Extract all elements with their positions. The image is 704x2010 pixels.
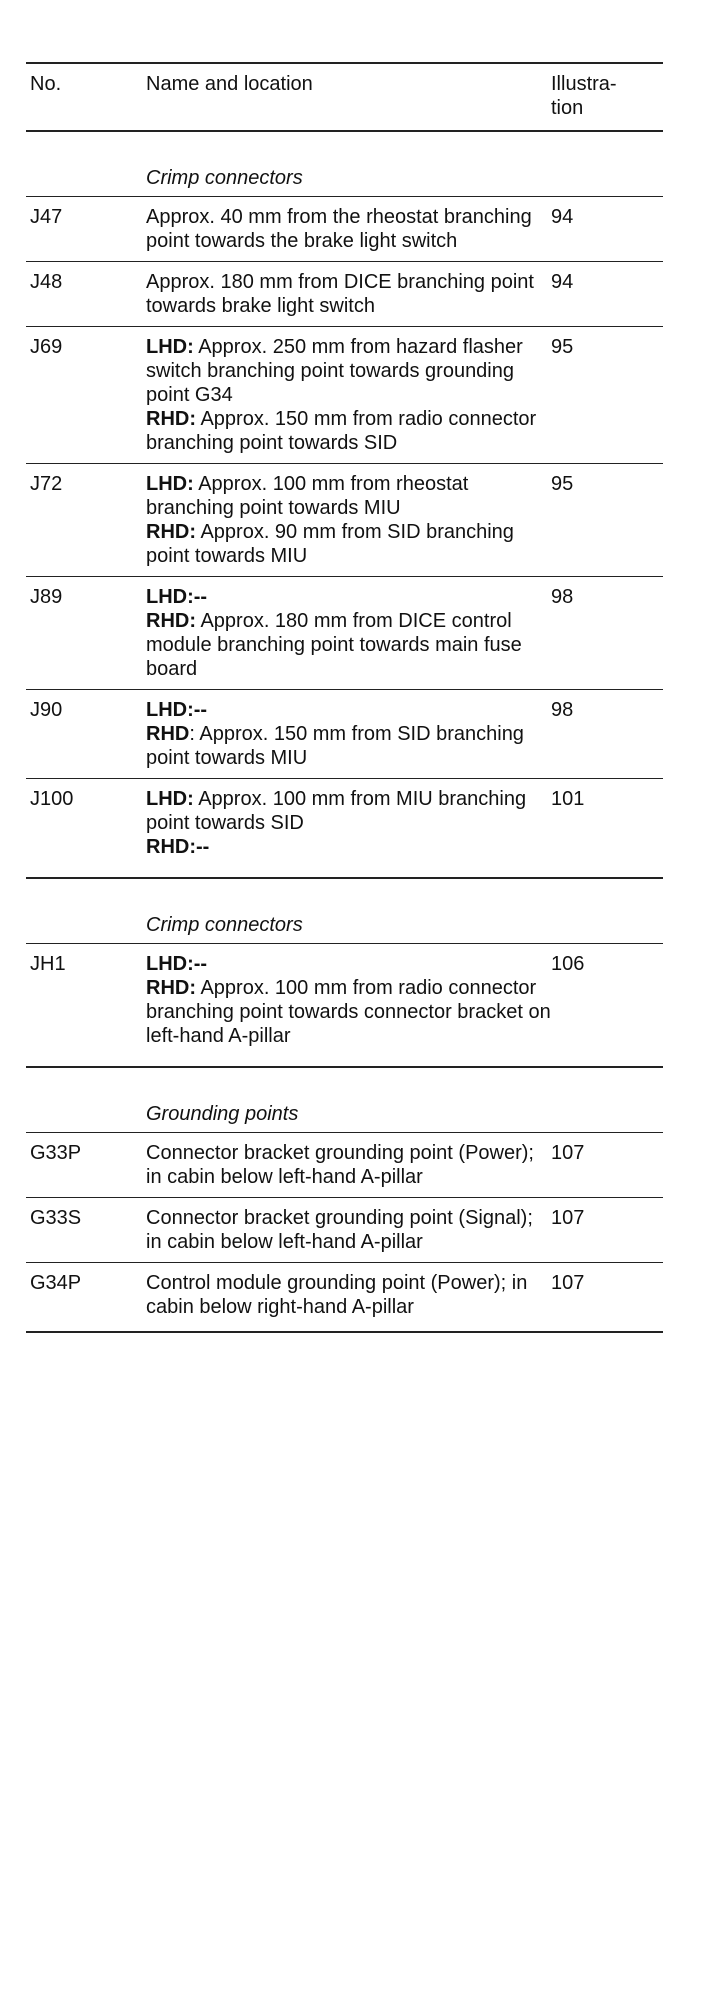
illustration-number: 107 — [551, 1133, 663, 1198]
location-line — [146, 1141, 551, 1189]
header-illustration-line1: Illustra- — [551, 73, 617, 95]
table-row — [26, 1198, 663, 1263]
item-location — [146, 944, 551, 1068]
header-illustration — [551, 63, 663, 131]
item-location — [146, 327, 551, 464]
variant-label: LHD: — [146, 788, 194, 810]
location-text: Approx. 250 mm from hazard flasher switch branching point towards grounding point G34 — [146, 336, 523, 406]
location-line — [146, 787, 551, 835]
table-row — [26, 944, 663, 1068]
location-text: Connector bracket grounding point (Power); in cabin below left-hand A-pillar — [146, 1142, 534, 1188]
item-number: J48 — [26, 262, 146, 327]
table-row — [26, 1263, 663, 1333]
location-line — [146, 698, 551, 722]
item-number: J69 — [26, 327, 146, 464]
location-line — [146, 1206, 551, 1254]
table-body — [26, 131, 663, 1332]
table-row — [26, 577, 663, 690]
section-spacer — [26, 878, 146, 944]
variant-label: LHD: — [146, 473, 194, 495]
variant-label: RHD: — [146, 977, 196, 999]
section-title: Grounding points — [146, 1067, 551, 1133]
illustration-number: 94 — [551, 197, 663, 262]
illustration-number: 98 — [551, 577, 663, 690]
location-line — [146, 609, 551, 681]
header-no: No. — [26, 63, 146, 131]
item-number: J89 — [26, 577, 146, 690]
header-name-location: Name and location — [146, 63, 551, 131]
location-line — [146, 585, 551, 609]
item-location — [146, 1263, 551, 1333]
item-number: G33P — [26, 1133, 146, 1198]
location-text: Control module grounding point (Power); in cabin below right-hand A-pillar — [146, 1272, 528, 1318]
location-text: Connector bracket grounding point (Signal); in cabin below left-hand A-pillar — [146, 1207, 533, 1253]
section-spacer — [551, 878, 663, 944]
variant-label: RHD:-- — [146, 836, 210, 858]
location-text: Approx. 100 mm from radio connector branching point towards connector bracket on left-hand A-pillar — [146, 977, 551, 1047]
table-row — [26, 779, 663, 879]
variant-label: LHD:-- — [146, 699, 208, 721]
section-header-row — [26, 131, 663, 197]
location-line — [146, 270, 551, 318]
location-line — [146, 722, 551, 770]
section-title: Crimp connectors — [146, 878, 551, 944]
location-line — [146, 472, 551, 520]
connector-table — [26, 62, 663, 1333]
variant-label: LHD:-- — [146, 953, 208, 975]
section-spacer — [26, 131, 146, 197]
variant-label: RHD: — [146, 610, 196, 632]
location-line — [146, 335, 551, 407]
variant-label: RHD — [146, 723, 190, 745]
section-spacer — [551, 131, 663, 197]
location-text: : Approx. 150 mm from SID branching point towards MIU — [146, 723, 524, 769]
item-number: J100 — [26, 779, 146, 879]
illustration-number: 106 — [551, 944, 663, 1068]
location-text: Approx. 100 mm from MIU branching point towards SID — [146, 788, 527, 834]
item-location — [146, 779, 551, 879]
location-line — [146, 952, 551, 976]
illustration-number: 95 — [551, 464, 663, 577]
location-line — [146, 976, 551, 1048]
location-line — [146, 835, 551, 859]
illustration-number: 107 — [551, 1198, 663, 1263]
item-number: G34P — [26, 1263, 146, 1333]
item-number: J72 — [26, 464, 146, 577]
item-location — [146, 577, 551, 690]
item-location — [146, 262, 551, 327]
location-line — [146, 520, 551, 568]
location-text: Approx. 180 mm from DICE branching point towards brake light switch — [146, 271, 534, 317]
illustration-number: 107 — [551, 1263, 663, 1333]
item-location — [146, 464, 551, 577]
item-location — [146, 690, 551, 779]
variant-label: RHD: — [146, 521, 196, 543]
section-header-row — [26, 878, 663, 944]
illustration-number: 98 — [551, 690, 663, 779]
location-line — [146, 1271, 551, 1319]
table-row — [26, 464, 663, 577]
table-row — [26, 327, 663, 464]
location-line — [146, 407, 551, 455]
section-spacer — [26, 1067, 146, 1133]
location-text: Approx. 90 mm from SID branching point towards MIU — [146, 521, 514, 567]
section-spacer — [551, 1067, 663, 1133]
location-line — [146, 205, 551, 253]
table-header-row — [26, 63, 663, 131]
location-text: Approx. 150 mm from radio connector branching point towards SID — [146, 408, 537, 454]
section-title: Crimp connectors — [146, 131, 551, 197]
item-number: J90 — [26, 690, 146, 779]
table-row — [26, 1133, 663, 1198]
section-header-row — [26, 1067, 663, 1133]
illustration-number: 95 — [551, 327, 663, 464]
item-number: J47 — [26, 197, 146, 262]
variant-label: LHD: — [146, 336, 194, 358]
item-number: G33S — [26, 1198, 146, 1263]
table-row — [26, 690, 663, 779]
item-number: JH1 — [26, 944, 146, 1068]
variant-label: LHD:-- — [146, 586, 208, 608]
item-location — [146, 197, 551, 262]
illustration-number: 101 — [551, 779, 663, 879]
location-text: Approx. 100 mm from rheostat branching point towards MIU — [146, 473, 469, 519]
illustration-number: 94 — [551, 262, 663, 327]
header-illustration-line2: tion — [551, 97, 584, 119]
location-text: Approx. 180 mm from DICE control module branching point towards main fuse board — [146, 610, 522, 680]
table-row — [26, 262, 663, 327]
location-text: Approx. 40 mm from the rheostat branching point towards the brake light switch — [146, 206, 532, 252]
variant-label: RHD: — [146, 408, 196, 430]
item-location — [146, 1133, 551, 1198]
table-row — [26, 197, 663, 262]
item-location — [146, 1198, 551, 1263]
